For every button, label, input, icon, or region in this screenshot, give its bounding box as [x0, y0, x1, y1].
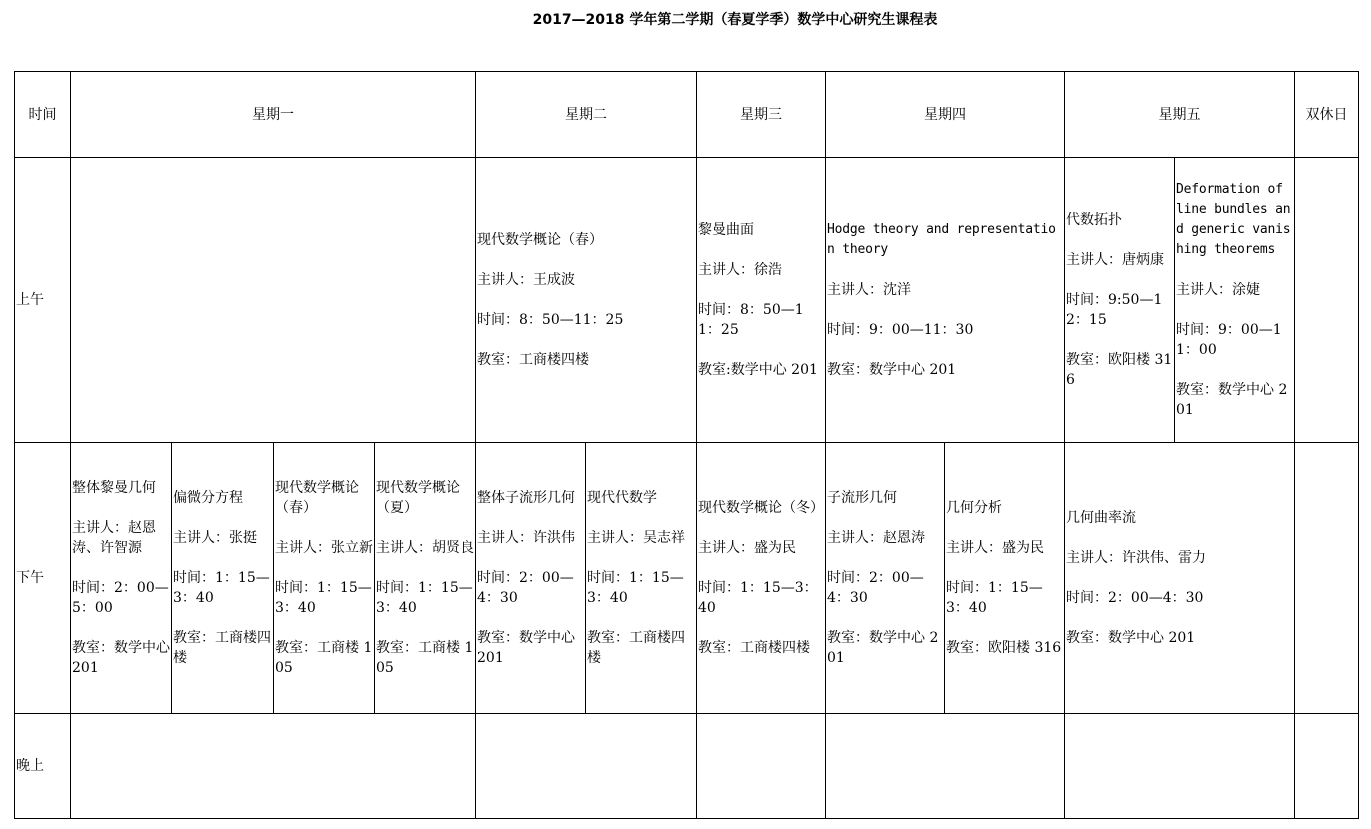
- course-name: Hodge theory and representation theory: [827, 222, 1056, 257]
- course-room: 教室:数学中心 201: [698, 362, 818, 378]
- header-tuesday: 星期二: [476, 72, 697, 158]
- cell-empty: [71, 714, 476, 819]
- afternoon-row: [15, 443, 1359, 714]
- course-time: 时间：1：15—3：40: [946, 580, 1043, 616]
- header-friday: 星期五: [1065, 72, 1295, 158]
- course-time: 时间：8：50—11：25: [698, 302, 804, 338]
- course-room: 教室：数学中心 201: [827, 362, 957, 378]
- course-lecturer: 主讲人：涂婕: [1176, 282, 1260, 298]
- course-cell: [586, 443, 697, 714]
- course-room: 教室：数学中心 201: [1066, 630, 1196, 646]
- course-room: 教室：数学中心 201: [1176, 382, 1288, 418]
- course-time: 时间：2：00—4：30: [477, 570, 574, 606]
- course-room: 教室：欧阳楼 316: [1066, 352, 1173, 388]
- course-time: 时间：1：15—3：40: [173, 570, 270, 606]
- course-cell: [476, 443, 586, 714]
- course-cell: [945, 443, 1065, 714]
- course-cell: [1065, 158, 1175, 443]
- schedule-table: [14, 71, 1359, 819]
- course-name: 现代数学概论（春）: [275, 480, 359, 516]
- course-name: 整体子流形几何: [477, 490, 575, 506]
- row-label-morning: 上午: [15, 158, 71, 443]
- course-name: 几何曲率流: [1066, 510, 1136, 526]
- cell-empty: [826, 714, 1065, 819]
- course-name: 子流形几何: [827, 490, 897, 506]
- course-cell: [172, 443, 274, 714]
- course-time: 时间：1：15—3：40: [587, 570, 684, 606]
- course-name: 现代代数学: [587, 490, 657, 506]
- cell-empty: [476, 714, 697, 819]
- course-lecturer: 主讲人：许洪伟、雷力: [1066, 550, 1206, 566]
- cell-empty: [1295, 714, 1359, 819]
- course-lecturer: 主讲人：许洪伟: [477, 530, 575, 546]
- course-time: 时间：9：00—11：00: [1176, 322, 1282, 358]
- course-room: 教室：欧阳楼 316: [946, 640, 1062, 656]
- course-room: 教室：数学中心 201: [477, 630, 575, 666]
- course-name: 代数拓扑: [1066, 212, 1122, 228]
- course-lecturer: 主讲人：赵恩涛、许智源: [72, 520, 156, 556]
- header-monday: 星期一: [71, 72, 476, 158]
- header-weekend: 双休日: [1295, 72, 1359, 158]
- course-lecturer: 主讲人：盛为民: [698, 540, 796, 556]
- header-time: 时间: [15, 72, 71, 158]
- course-lecturer: 主讲人：张挺: [173, 530, 257, 546]
- course-time: 时间：2：00—4：30: [1066, 590, 1204, 606]
- course-cell: [826, 443, 945, 714]
- course-cell: [697, 158, 826, 443]
- course-time: 时间：1：15—3：40: [275, 580, 372, 616]
- course-name: 现代数学概论（夏）: [376, 480, 460, 516]
- cell-empty: [1065, 714, 1295, 819]
- course-room: 教室：工商楼四楼: [587, 630, 685, 666]
- course-lecturer: 主讲人：王成波: [477, 272, 575, 288]
- course-name: 偏微分方程: [173, 490, 243, 506]
- course-time: 时间：9：00—11：30: [827, 322, 974, 338]
- course-name: 现代数学概论（冬）: [698, 500, 824, 516]
- course-room: 教室：工商楼四楼: [698, 640, 810, 656]
- row-label-evening: 晚上: [15, 714, 71, 819]
- course-room: 教室：工商楼四楼: [477, 352, 589, 368]
- course-room: 教室：工商楼 105: [376, 640, 474, 676]
- course-lecturer: 主讲人：张立新: [275, 540, 373, 556]
- course-time: 时间：1：15—3：40: [698, 580, 818, 616]
- evening-row: [15, 714, 1359, 819]
- course-time: 时间：8：50—11：25: [477, 312, 624, 328]
- course-cell: [1175, 158, 1295, 443]
- course-time: 时间：2：00—5：00: [72, 580, 169, 616]
- cell-empty: [1295, 443, 1359, 714]
- course-room: 教室：数学中心 201: [827, 630, 939, 666]
- cell-empty: [71, 158, 476, 443]
- course-room: 教室：工商楼 105: [275, 640, 373, 676]
- course-room: 教室：工商楼四楼: [173, 630, 271, 666]
- course-time: 时间：1：15—3：40: [376, 580, 473, 616]
- course-name: 整体黎曼几何: [72, 480, 156, 496]
- course-lecturer: 主讲人：沈洋: [827, 282, 911, 298]
- course-cell: [476, 158, 697, 443]
- course-time: 时间：9:50—12：15: [1066, 292, 1163, 328]
- course-lecturer: 主讲人：吴志祥: [587, 530, 685, 546]
- row-label-afternoon: 下午: [15, 443, 71, 714]
- course-cell: [375, 443, 476, 714]
- course-cell: [274, 443, 375, 714]
- page-title: 2017—2018 学年第二学期（春夏学季）数学中心研究生课程表: [532, 12, 938, 28]
- course-name: Deformation of line bundles and generic vanishing theorems: [1176, 182, 1291, 257]
- course-name: 现代数学概论（春）: [477, 232, 603, 248]
- course-cell: [826, 158, 1065, 443]
- header-row: [15, 72, 1359, 158]
- course-lecturer: 主讲人：唐炳康: [1066, 252, 1164, 268]
- course-lecturer: 主讲人：赵恩涛: [827, 530, 925, 546]
- morning-row: [15, 158, 1359, 443]
- cell-empty: [1295, 158, 1359, 443]
- header-wednesday: 星期三: [697, 72, 826, 158]
- header-thursday: 星期四: [826, 72, 1065, 158]
- course-time: 时间：2：00—4：30: [827, 570, 924, 606]
- course-lecturer: 主讲人：盛为民: [946, 540, 1044, 556]
- course-name: 黎曼曲面: [698, 222, 754, 238]
- course-cell: [697, 443, 826, 714]
- course-name: 几何分析: [946, 500, 1002, 516]
- course-cell: [71, 443, 172, 714]
- course-cell: [1065, 443, 1295, 714]
- course-lecturer: 主讲人：徐浩: [698, 262, 782, 278]
- course-room: 教室：数学中心 201: [72, 640, 170, 676]
- cell-empty: [697, 714, 826, 819]
- course-lecturer: 主讲人：胡贤良: [376, 540, 474, 556]
